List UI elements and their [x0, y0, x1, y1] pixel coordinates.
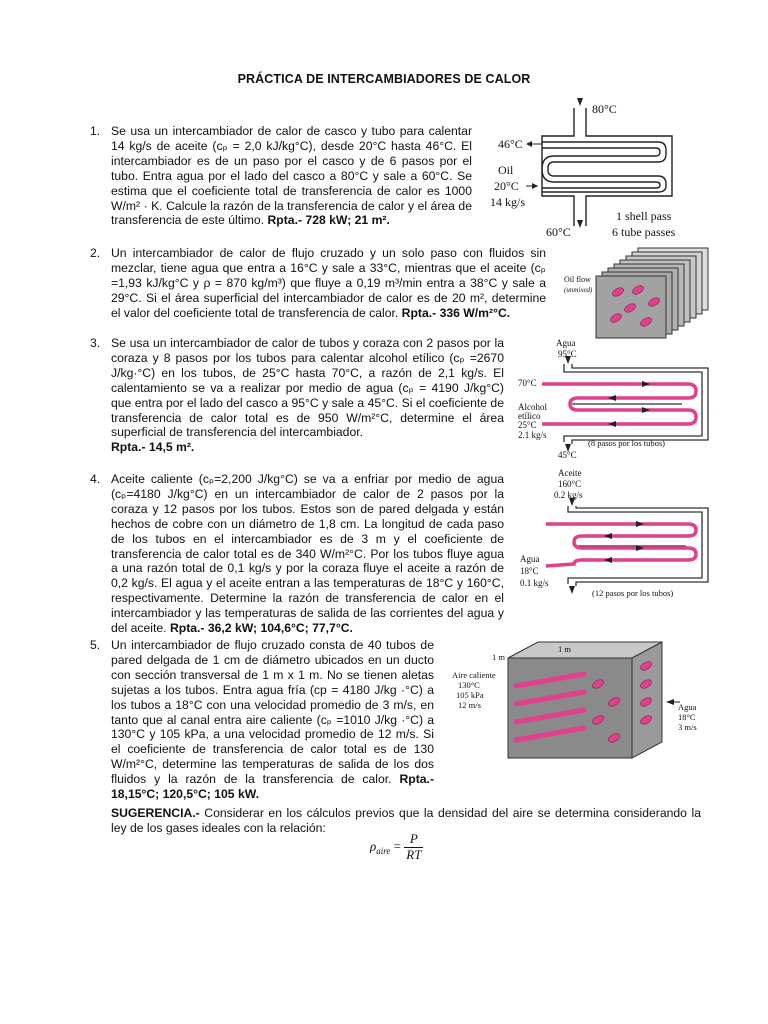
problem-answer: Rpta.- 14,5 m².	[111, 440, 195, 455]
label-unmixed: (unmixed)	[564, 286, 593, 294]
problem-answer: Rpta.- 728 kW; 21 m².	[267, 213, 390, 228]
label-alcohol-rate: 2.1 kg/s	[518, 430, 547, 440]
problem-2	[90, 246, 546, 321]
label-water: Agua	[678, 702, 697, 712]
formula-numerator: P	[404, 832, 423, 848]
label-oil-in: 20°C	[494, 179, 519, 193]
problem-number: 5.	[90, 638, 101, 652]
label-water-in: 95°C	[558, 349, 577, 359]
problem-number: 1.	[90, 124, 101, 138]
problem-4	[90, 472, 504, 636]
pink-tubes	[546, 524, 696, 566]
label-oil-in: 160°C	[558, 479, 582, 489]
label-air-pressure: 105 kPa	[456, 690, 484, 700]
problem-text: Un intercambiador de flujo cruzado consta de 40 tubos de pared delgada de 1 cm de diámetro ubicados en un ducto con sección transversal de 1 m x 1 m. No se tienen aletas sujetas a los tubos. Entra agua fría (cp = 4180 J/kg ·°C) a los tubos a 18°C con una velocidad promedio de 3 m/s, en tanto que al canal entra aire caliente (cₚ =1010 J/kg ·°C) a 130°C y 105 kPa, a una velocidad promedio de 12 m/s. Si el coeficiente de transferencia de calor total es de 130 W/m²°C, determine las temperaturas de salida de los dos fluidos y la razón de la transferencia de calor.	[111, 638, 434, 787]
page-title: PRÁCTICA DE INTERCAMBIADORES DE CALOR	[237, 72, 531, 86]
formula-sub: aire	[376, 845, 391, 856]
label-shell-pass: 1 shell pass	[616, 209, 672, 223]
label-water: Agua	[556, 338, 576, 348]
problem-number: 3.	[90, 336, 101, 350]
figure-crossflow-duct	[448, 638, 710, 762]
label-air-temp: 130°C	[458, 680, 480, 690]
label-water-temp: 18°C	[678, 712, 696, 722]
label-water-out: 45°C	[558, 450, 577, 460]
label-dim-2: 1 m	[558, 644, 571, 654]
label-oil-flow: Oil flow	[564, 275, 591, 284]
formula-rho: ρ	[370, 838, 377, 854]
label-water-out: 60°C	[546, 225, 571, 239]
label-oil: Aceite	[558, 468, 582, 478]
problem-answer: Rpta.- 36,2 kW; 104,6°C; 77,7°C.	[169, 621, 353, 636]
problem-3	[90, 336, 504, 455]
label-alcohol-in: 25°C	[518, 420, 537, 430]
problem-answer: Rpta.- 336 W/m²°C.	[401, 305, 511, 320]
problem-text: Se usa un intercambiador de calor de casco y tubo para calentar 14 kg/s de aceite (cₚ = 2,0 kJ/kg°C), desde 20°C hasta 46°C. El intercambiador es de un paso por el casco y de 6 pasos por el tubo. Entra agua por el lado del casco a 80°C y sale a 60°C. Se estima que el coeficiente total de transferencia de calor es 1000 W/m² · K. Calcule la razón de la transferencia de calor y el área de transferencia de este último.	[111, 124, 472, 228]
problem-1	[90, 124, 472, 228]
label-oil-rate: 0.2 kg/s	[554, 490, 583, 500]
label-air-velocity: 12 m/s	[458, 700, 481, 710]
figure-shell-tube-3	[512, 338, 726, 462]
figure-crossflow-plates	[560, 246, 720, 342]
label-tube-passes: 6 tube passes	[612, 225, 676, 239]
formula-equals: =	[393, 838, 402, 854]
suggestion-label: SUGERENCIA.-	[111, 806, 200, 820]
label-water-rate: 0.1 kg/s	[520, 578, 549, 588]
suggestion-text: Considerar en los cálculos previos que la densidad del aire se determina considerando la ley de los gases ideales con la relación:	[111, 806, 701, 835]
label-alcohol: Alcohol	[518, 402, 547, 412]
formula-denominator: RT	[406, 846, 422, 862]
label-oil-out: 46°C	[498, 137, 523, 151]
shell-body	[564, 364, 708, 444]
label-water-in: 18°C	[520, 566, 539, 576]
label-water-velocity: 3 m/s	[678, 722, 697, 732]
label-oil: Oil	[498, 163, 514, 177]
label-oil-rate: 14 kg/s	[490, 195, 526, 209]
problem-number: 2.	[90, 246, 101, 260]
density-formula	[370, 832, 423, 863]
label-water-in: 80°C	[592, 102, 617, 116]
figure-shell-tube-4	[506, 466, 726, 602]
problem-5	[90, 638, 434, 802]
problem-text: Un intercambiador de calor de flujo cruzado y un solo paso con fluidos sin mezclar, tiene agua que entra a 16°C y sale a 33°C, mientras que el aceite (cₚ =1,93 kJ/kg°C y ρ = 870 kg/m³) que fluye a 0,19 m³/min entra a 38°C y sale a 29°C. Si el área superficial del intercambiador de calor es de 20 m², determine el valor del coeficiente total de transferencia de calor.	[111, 246, 546, 320]
problem-text: Aceite caliente (cₚ=2,200 J/kg°C) se va a enfriar por medio de agua (cₚ=4180 J/kg°C) en un intercambiador de calor de 2 pasos por la coraza y 12 pasos por los tubos. Estos son de pared delgada y están hechos de cobre con un diámetro de 1,8 cm. La longitud de cada paso de los tubos en el intercambiador es de 3 m y el coeficiente de transferencia de calor total es de 340 W/m²°C. Por los tubos fluye agua a una razón total de 0,1 kg/s y por la coraza fluye el aceite a razón de 0,2 kg/s. El agua y el aceite entran a las temperaturas de 18°C y 160°C, respectivamente. Determine la razón de transferencia de calor en el intercambiador y las temperaturas de salida de las corrientes del agua y del aceite.	[111, 472, 504, 636]
label-air: Aire caliente	[452, 670, 496, 680]
figure-shell-tube-1	[482, 96, 722, 246]
problem-answer: Rpta.- 18,15°C; 120,5°C; 105 kW.	[111, 772, 434, 802]
label-alcohol-out: 70°C	[518, 378, 537, 388]
problem-number: 4.	[90, 472, 101, 486]
label-etilico: etílico	[518, 411, 541, 421]
label-dim-1: 1 m	[492, 652, 505, 662]
label-passes: (12 pasos por los tubos)	[592, 588, 674, 598]
label-passes: (8 pasos por los tubos)	[588, 438, 665, 448]
label-water: Agua	[520, 554, 540, 564]
problem-text: Se usa un intercambiador de calor de tubos y coraza con 2 pasos por la coraza y 8 pasos por los tubos para calentar alcohol etílico (cₚ =2670 J/kg·°C) en los tubos, de 25°C hasta 70°C, a razón de 2,1 kg/s. El calentamiento se va a realizar por medio de agua (cₚ = 4190 J/kg°C) que entra por el lado del casco a 95°C y sale a 45°C. Si el coeficiente de transferencia de calor total es de 950 W/m²°C, determine el área superficial de transferencia del intercambiador.	[111, 336, 504, 440]
